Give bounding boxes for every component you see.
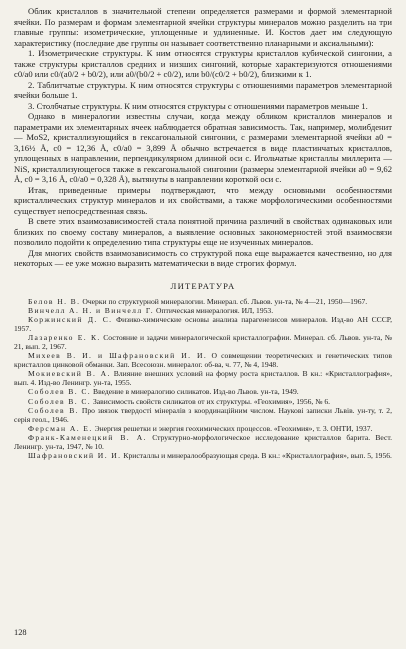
reference-author: Франк-Каменецкий В. А. — [28, 432, 147, 442]
reference-text: Зависимость свойств силикатов от их структуры. «Геохимия», 1956, № 6. — [93, 396, 331, 406]
reference-item — [14, 406, 392, 424]
paragraph: Итак, приведенные примеры подтверждают, что между основными особенностями кристаллических структур минералов и их свойствами, а также морфологическими особенностями существует непосредственная связь. — [14, 184, 392, 216]
reference-author: Мокиевский В. А. — [28, 369, 111, 379]
page-number: 128 — [14, 628, 27, 637]
reference-item — [14, 333, 392, 351]
paragraph: Для многих свойств взаимозависимость со структурой пока еще выражается качественно, но для некоторых — ее уже можно выразить математически в виде строгих формул. — [14, 247, 392, 268]
reference-item — [14, 297, 392, 306]
body-text — [14, 6, 392, 269]
reference-text: Оптическая минералогия. ИЛ, 1953. — [155, 305, 274, 315]
reference-text: Влияние внешних условий на форму роста кристаллов. В кн.: «Кристаллография», вып. 4. Изд-во Ленингр. ун-та, 1955. — [14, 369, 392, 388]
reference-text: О совмещении теоретических и генетических типов кристаллов цинковой обманки. Зап. Всесоюзн. минералог. об-ва, ч. 77, № 4, 1948. — [14, 351, 392, 370]
reference-text: Про звязок твердості мінералів з координаційним числом. Наукові записки Львів. ун-ту, т. 2, серія геол., 1946. — [14, 405, 392, 424]
reference-author: Лазаренко Е. К. — [28, 332, 101, 342]
reference-author: Соболев В. — [28, 405, 79, 415]
reference-list — [14, 297, 392, 461]
reference-item — [14, 315, 392, 333]
paragraph: 2. Таблитчатые структуры. К ним относятся структуры с отношениями параметров элементарной ячейки больше 1. — [14, 79, 392, 100]
reference-text: Введение в минералогию силикатов. Изд-во Львов. ун-та, 1949. — [93, 387, 299, 397]
reference-author: Михеев В. И. и Шафрановский И. И. — [28, 351, 208, 361]
reference-item — [14, 306, 392, 315]
reference-author: Соболев В. С. — [28, 396, 92, 406]
reference-text: Физико-химические основы анализа парагенезисов минералов. Изд-во АН СССР, 1957. — [14, 314, 392, 333]
reference-item — [14, 397, 392, 406]
reference-item — [14, 424, 392, 433]
reference-author: Белов Н. В. — [28, 296, 81, 306]
reference-author: Винчелл А. Н. и Винчелл Г. — [28, 305, 155, 315]
reference-item — [14, 433, 392, 451]
paragraph: Однако в минералогии известны случаи, когда между обликом кристаллов минералов и параметрами их элементарных ячеек наблюдается обратная зависимость. Так, например, молибденит — MoS2, кристаллизующийся в гексагональной сингонии, с размерами элементарной ячейки a0 = 3,16½ Å, c0 = 12,36 Å, c0/a0 = 3,899 Å обычно встречается в виде пластинчатых кристаллов, уплощенных в направлении, перпендикулярном длинной оси c. Игольчатые кристаллы миллерита — NiS, кристаллизующегося также в гексагональной сингонии (размеры элементарной ячейки a0 = 9,62 Å, c0 = 3,16 Å, c0/a0 = 0,328 Å), вытянуты в направлении короткой оси c. — [14, 111, 392, 184]
reference-author: Ферсман А. Е. — [28, 423, 93, 433]
paragraph: В свете этих взаимозависимостей стала понятной причина различий в свойствах одинаковых или близких по своему составу минералов, а выявление основных закономерностей этой взаимосвязи позволило подойти к определению типа структуры еще не изученных минералов. — [14, 216, 392, 247]
reference-text: Кристаллы и минералообразующая среда. В кн.: «Кристаллография», вып. 5, 1956. — [123, 451, 392, 461]
reference-item — [14, 451, 392, 460]
paragraph: Облик кристаллов в значительной степени определяется размерами и формой элементарной ячейки. По размерам и формам элементарной ячейки структуры минералов можно разделить на три главные группы: изометрические, уплощенные и удлиненные. И. Костов дает им следующую характеристику (последние две группы он называет соответственно планарными и аксиальными): — [14, 6, 392, 48]
reference-author: Коржинский Д. С. — [28, 314, 113, 324]
reference-text: Состояние и задачи минералогической кристаллографии. Минерал. сб. Львов. ун-та, № 21, вып. 2, 1967. — [14, 332, 392, 351]
paragraph: 3. Столбчатые структуры. К ним относятся структуры с отношениями параметров меньше 1. — [28, 100, 368, 111]
paragraph: 1. Изометрические структуры. К ним относятся структуры кристаллов кубической сингонии, а также структуры кристаллов средних и низших сингоний, которые характеризуются отношениями c0/a0 или c0/(a0/2 + b0/2), или a0/(b0/2 + c0/2), или b0/(c0/2 + b0/2), близкими к 1. — [14, 48, 392, 79]
reference-text: Очерки по структурной минералогии. Минерал. сб. Львов. ун-та, № 4—21, 1950—1967. — [82, 296, 368, 306]
references-heading: ЛИТЕРАТУРА — [170, 280, 236, 291]
reference-item — [14, 369, 392, 387]
reference-item — [14, 387, 392, 396]
reference-author: Соболев В. С. — [28, 387, 92, 397]
reference-text: Структурно-морфологическое исследование кристаллов барита. Вест. Ленингр. ун-та, 1947, № 10. — [14, 432, 393, 451]
reference-item — [14, 351, 392, 369]
reference-text: Энергия решетки и энергия геохимических процессов. «Геохимия», т. 3. ОНТИ, 1937. — [94, 423, 373, 433]
reference-author: Шафрановский И. И. — [28, 451, 122, 461]
